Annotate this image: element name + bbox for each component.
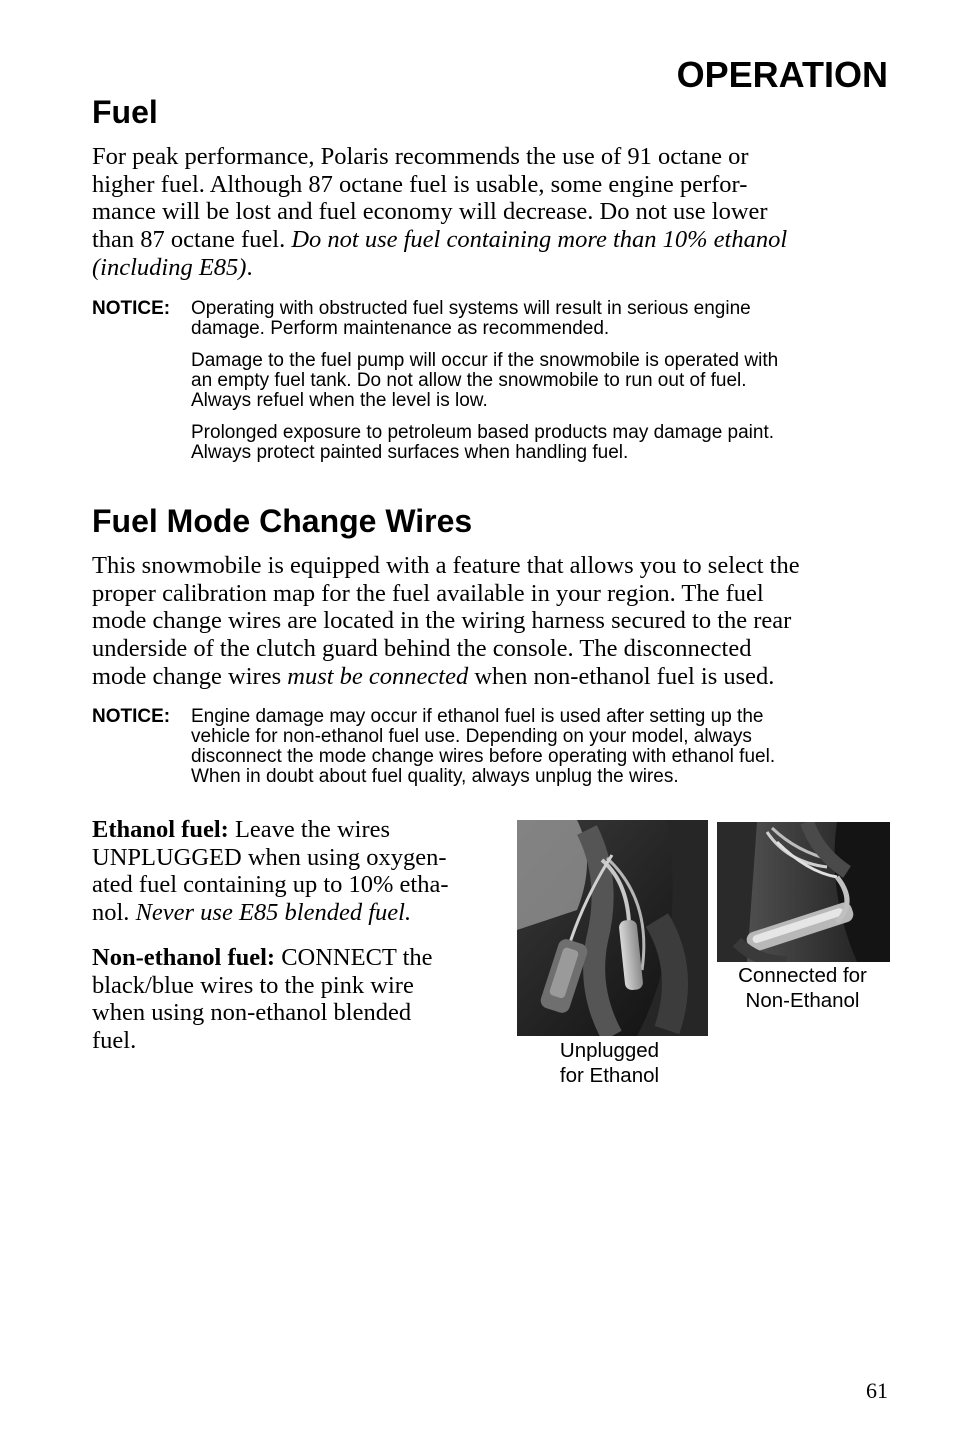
text-line: mance will be lost and fuel economy will decrease. Do not use lower [92, 198, 768, 226]
unplugged-wires-image [517, 820, 708, 1036]
non-ethanol-instruction [92, 944, 502, 1055]
mode-wires-notice [92, 707, 892, 787]
text-line: Operating with obstructed fuel systems will result in serious engine [191, 298, 751, 319]
text-line: higher fuel. Although 87 octane fuel is usable, some engine perfor- [92, 170, 748, 198]
text-line: UNPLUGGED when using oxygen- [92, 843, 447, 871]
text-line: Prolonged exposure to petroleum based products may damage paint. [191, 422, 775, 443]
caption-line: Unplugged [559, 1039, 660, 1062]
text-line: an empty fuel tank. Do not allow the snowmobile to run out of fuel. [191, 370, 747, 391]
notice-label: NOTICE: [92, 706, 171, 727]
text-line: For peak performance, Polaris recommends the use of 91 octane or [92, 143, 749, 170]
fuel-heading: Fuel [92, 94, 158, 130]
text-span: mode change wires [92, 662, 288, 690]
notice-paragraph [191, 351, 892, 411]
fuel-paragraph [92, 143, 892, 282]
e85-warning-italic: Never use E85 blended fuel. [135, 899, 412, 927]
text-line: fuel. [92, 1026, 137, 1054]
caption-line: for Ethanol [559, 1064, 660, 1087]
text-line: damage. Perform maintenance as recommended. [191, 318, 610, 339]
notice-paragraph [191, 423, 892, 463]
text-span: than 87 octane fuel. [92, 226, 292, 254]
text-line: Always protect painted surfaces when handling fuel. [191, 442, 629, 463]
text-line: ated fuel containing up to 10% etha- [92, 871, 449, 899]
section-header: OPERATION [676, 54, 888, 95]
text-line: vehicle for non-ethanol fuel use. Depending on your model, always [191, 726, 752, 747]
text-span: CONNECT the [275, 943, 433, 971]
fuel-type-instructions [92, 816, 502, 1072]
text-line: when using non-ethanol blended [92, 999, 412, 1027]
unplugged-wires-photo [517, 820, 708, 1036]
connected-wires-photo [717, 822, 890, 962]
unplugged-caption [517, 1038, 702, 1088]
text-span: nol. [92, 899, 136, 927]
emphasis-italic: must be connected [287, 662, 469, 690]
page-number: 61 [866, 1378, 888, 1403]
ethanol-label: Ethanol fuel: [92, 816, 229, 843]
text-line: disconnect the mode change wires before operating with ethanol fuel. [191, 746, 776, 767]
text-line [92, 226, 892, 254]
connected-wires-image [717, 822, 890, 962]
non-ethanol-label: Non-ethanol fuel: [92, 943, 276, 971]
ethanol-warning-italic: (including E85) [92, 253, 247, 281]
fuel-notice [92, 299, 892, 475]
text-line [92, 254, 892, 282]
text-line [92, 663, 892, 691]
mode-wires-heading: Fuel Mode Change Wires [92, 503, 473, 539]
notice-label: NOTICE: [92, 298, 171, 319]
notice-body [191, 299, 892, 463]
mode-wires-paragraph [92, 552, 892, 691]
ethanol-warning-italic: Do not use fuel containing more than 10% ethanol [291, 226, 788, 254]
text-line: This snowmobile is equipped with a feature that allows you to select the [92, 552, 800, 579]
text-line: Always refuel when the level is low. [191, 390, 488, 411]
text-line: underside of the clutch guard behind the console. The disconnected [92, 635, 752, 663]
notice-body [191, 707, 892, 787]
caption-line: Connected for [738, 964, 867, 987]
connected-caption [715, 963, 890, 1013]
text-line: Damage to the fuel pump will occur if the snowmobile is operated with [191, 350, 779, 371]
text-line: Engine damage may occur if ethanol fuel is used after setting up the [191, 706, 764, 727]
text-line: mode change wires are located in the wiring harness secured to the rear [92, 607, 792, 635]
notice-paragraph [191, 299, 892, 339]
text-span: Leave the wires [228, 816, 391, 843]
text-line: proper calibration map for the fuel available in your region. The fuel [92, 579, 764, 607]
ethanol-instruction [92, 816, 502, 927]
text-line: black/blue wires to the pink wire [92, 971, 414, 999]
text-span: . [246, 253, 253, 281]
caption-line: Non-Ethanol [745, 989, 860, 1012]
text-line: When in doubt about fuel quality, always unplug the wires. [191, 766, 679, 787]
text-span: when non-ethanol fuel is used. [468, 662, 775, 690]
